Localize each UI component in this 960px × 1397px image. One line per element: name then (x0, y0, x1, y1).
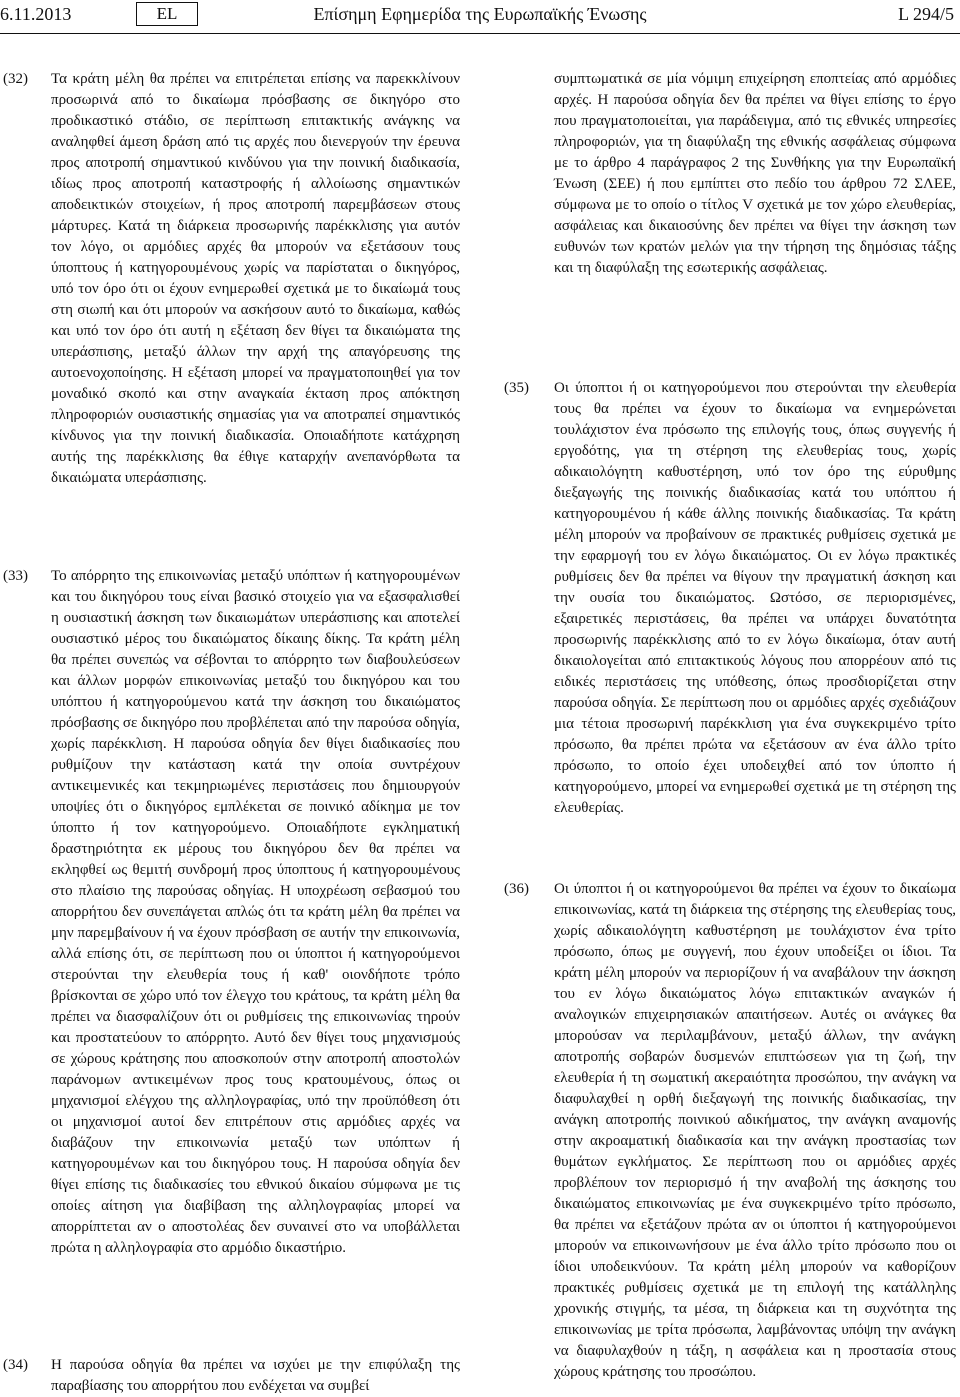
recital-number: (35) (504, 380, 529, 396)
recital-text: Οι ύποπτοι ή οι κατηγορούμενοι που στερούνται την ελευθερία τους θα πρέπει να έχουν το δικαίωμα να ενημερώνεται τουλάχιστον ένα πρόσωπο της επιλογής τους, όπως συγγενής ή εργοδότης, για τη στέρηση της ελευθερίας τους, χωρίς αδικαιολόγητη καθυστέρηση, υπό τον όρο της εύρυθμης διεξαγωγής της ποινικής διαδικασίας κατά του υπόπτου ή κατηγορουμένου ή κάθε άλλης ποινικής διαδικασίας. Τα κράτη μέλη μπορούν να προβαίνουν σε πρακτικές ρυθμίσεις σχετικά με την εφαρμογή του εν λόγω δικαιώματος. Οι εν λόγω πρακτικές ρυθμίσεις δεν θα πρέπει να θίγουν την πραγματική άσκηση και την ουσία του δικαιώματος. Ωστόσο, σε περιορισμένες, εξαιρετικές περιστάσεις, θα πρέπει να υπάρχει δυνατότητα προσωρινής παρέκκλισης από το εν λόγω δικαίωμα, όταν αυτή δικαιολογείται από επιτακτικούς λόγους που απορρέουν από τις ειδικές περιστάσεις της υπόθεσης, όπως προσδιορίζεται στην παρούσα οδηγία. Σε περίπτωση που οι αρμόδιες αρχές σχεδιάζουν μια τέτοια προσωρινή παρέκκλιση για ένα συγκεκριμένο τρίτο πρόσωπο, θα πρέπει πρώτα να εξετάσουν αν ένα άλλο τρίτο πρόσωπο, το οποίο έχει υποδειχθεί από τον ύποπτο ή κατηγορούμενο, μπορεί να ενημερωθεί σχετικά με τη στέρηση της ελευθερίας. (554, 380, 956, 816)
issue-date: 6.11.2013 (0, 4, 72, 24)
page-reference: L 294/5 (898, 4, 954, 24)
recital-text: Το απόρρητο της επικοινωνίας μεταξύ υπόπτων ή κατηγορουμένων και του δικηγόρου τους είναι βασικό στοιχείο για να εξασφαλισθεί η ουσιαστική άσκηση των δικαιωμάτων υπεράσπισης και αποτελεί ουσιαστικό μέρος του δικαιώματος δίκαιης δίκης. Τα κράτη μέλη θα πρέπει συνεπώς να σέβονται το απόρρητο των διαβουλεύσεων και άλλων μορφών επικοινωνίας μεταξύ του δικηγόρου και του υπόπτου ή κατηγορούμενου κατά την άσκηση του δικαιώματος πρόσβασης σε δικηγόρο που προβλέπεται από την παρούσα οδηγία, χωρίς παρέκκλιση. Η παρούσα οδηγία δεν θίγει διαδικασίες που ρυθμίζουν την κατάσταση κατά την οποία συντρέχουν αντικειμενικές και τεκμηριωμένες περιστάσεις που δημιουργούν υποψίες ότι ο δικηγόρος εμπλέκεται σε ποινικό αδίκημα με τον ύποπτο ή τον κατηγορούμενο. Οποιαδήποτε εγκληματική δραστηριότητα εκ μέρους του δικηγόρου δεν θα πρέπει να εκληφθεί ως θεμιτή συνδρομή προς ύποπτους ή κατηγορουμένους στο πλαίσιο της παρούσας οδηγίας. Η υποχρέωση σεβασμού του απορρήτου δεν συνεπάγεται απλώς ότι τα κράτη μέλη θα πρέπει να μην παρεμβαίνουν ή να έχουν πρόσβαση σε αυτήν την επικοινωνία, αλλά επίσης ότι, σε περίπτωση που οι ύποπτοι ή κατηγορούμενοι στερούνται την ελευθερία τους ή καθ' οιονδήποτε τρόπο βρίσκονται σε χώρο υπό τον έλεγχο του κράτους, τα κράτη μέλη θα πρέπει να διασφαλίζουν ότι οι ρυθμίσεις της επικοινωνίας τηρούν και προστατεύουν το απόρρητο. Αυτό δεν θίγει τους μηχανισμούς σε χώρους κράτησης που αποσκοπούν στην αποτροπή αποστολών παράνομων αντικειμένων προς τους κρατουμένους, όπως οι μηχανισμοί ελέγχου της αλληλογραφίας, υπό την προϋπόθεση ότι οι μηχανισμοί αυτοί δεν επιτρέπουν στις αρμόδιες αρχές να διαβάζουν την επικοινωνία μεταξύ των υπόπτων ή κατηγορουμένων και του δικηγόρου τους. Η παρούσα οδηγία δεν θίγει επίσης τις διαδικασίες του εθνικού δικαίου σύμφωνα με τις οποίες αίτηση για διαβίβαση της αλληλογραφίας μπορεί να απορρίπτεται αν ο αποστολέας δεν συναινεί στο να υποβάλλεται πρώτα η αλληλογραφία στο αρμόδιο δικαστήριο. (51, 568, 460, 1256)
journal-title: Επίσημη Εφημερίδα της Ευρωπαϊκής Ένωσης (313, 4, 647, 24)
recital-text: συμπτωματικά σε μία νόμιμη επιχείρηση εποπτείας από αρμόδιες αρχές. Η παρούσα οδηγία δεν θα πρέπει να θίγει επίσης το έργο που πραγματοποιείται, για παράδειγμα, από τις εθνικές υπηρεσίες πληροφοριών, για τη διαφύλαξη της εθνικής ασφάλειας σύμφωνα με το άρθρο 4 παράγραφος 2 της Συνθήκης για την Ευρωπαϊκή Ένωση (ΣΕΕ) ή που εμπίπτει στο πεδίο του άρθρου 72 ΣΛΕΕ, σύμφωνα με το οποίο ο τίτλος V σχετικά με τον χώρο ελευθερίας, ασφάλειας και δικαιοσύνης δεν πρέπει να θίγει την άσκηση των ευθυνών των κρατών μελών για την τήρηση της δημόσιας τάξης και τη διαφύλαξη της εσωτερικής ασφάλειας. (554, 71, 956, 276)
recital-number: (32) (3, 71, 28, 87)
recital-text: Η παρούσα οδηγία θα πρέπει να ισχύει με την επιφύλαξη της παραβίασης του απορρήτου που ενδέχεται να συμβεί (51, 1357, 460, 1394)
recital-number: (36) (504, 881, 529, 897)
header-rule (0, 33, 960, 34)
recital-number: (33) (3, 568, 28, 584)
recital-text: Τα κράτη μέλη θα πρέπει να επιτρέπεται επίσης να παρεκκλίνουν προσωρινά από το δικαίωμα πρόσβασης σε δικηγόρο στο προδικαστικό στάδιο, σε περίπτωση επιτακτικής ανάγκης να αναληφθεί άμεση δράση από τις αρχές που διενεργούν την έρευνα προς αποτροπή σημαντικού κινδύνου για την ποινική διαδικασία, ιδίως προς αποτροπή καταστροφής ή αλλοίωσης σημαντικών αποδεικτικών στοιχείων, ή προς αποτροπή παρεμβάσεων στους μάρτυρες. Κατά τη διάρκεια προσωρινής παρέκκλισης για αυτόν τον λόγο, οι αρμόδιες αρχές θα μπορούν να εξετάσουν τους ύποπτους ή κατηγορουμένους χωρίς να παρίσταται ο δικηγόρος, υπό τον όρο ότι οι έχουν ενημερωθεί σχετικά με το δικαίωμά τους στη σιωπή και ότι μπορούν να ασκήσουν αυτό το δικαίωμα, καθώς και υπό τον όρο ότι αυτή η εξέταση δεν θίγει τα δικαιώματα της υπεράσπισης, μεταξύ άλλων την αρχή της απαγόρευσης της αυτοενοχοποίησης. Η εξέταση μπορεί να πραγματοποιηθεί για τον μοναδικό σκοπό και στην αναγκαία έκταση προς απόκτηση πληροφοριών ουσιαστικής σημασίας για να αποτραπεί σημαντικός κίνδυνος για την ποινική διαδικασία. Οποιαδήποτε κατάχρηση αυτής της παρέκκλισης θα έθιγε καταρχήν ανεπανόρθωτα τα δικαιώματα υπεράσπισης. (51, 71, 460, 486)
recital-number: (34) (3, 1357, 28, 1373)
journal-header (0, 0, 960, 34)
language-badge: EL (136, 2, 198, 26)
recital-text: Οι ύποπτοι ή οι κατηγορούμενοι θα πρέπει να έχουν το δικαίωμα επικοινωνίας, κατά τη διάρκεια της στέρησης της ελευθερίας τους, χωρίς αδικαιολόγητη καθυστέρηση με τουλάχιστον ένα τρίτο πρόσωπο, όπως με συγγενή, που έχουν υποδείξει οι ίδιοι. Τα κράτη μέλη μπορούν να περιορίζουν ή να αναβάλουν την άσκηση του εν λόγω δικαιώματος λόγω επιτακτικών αναγκών ή αναλογικών επιχειρησιακών απαιτήσεων. Αυτές οι ανάγκες θα μπορούσαν να περιλαμβάνουν, μεταξύ άλλων, την ανάγκη αποτροπής σοβαρών δυσμενών επιπτώσεων για τη ζωή, την ελευθερία ή τη σωματική ακεραιότητα προσώπου, την ανάγκη να διαφυλαχθεί η ορθή διεξαγωγή της ποινικής διαδικασίας, την ανάγκη αποτροπής ποινικού αδικήματος, την ανάγκη αναμονής στην ακροαματική διαδικασία και την ανάγκη προστασίας των θυμάτων εγκλήματος. Σε περίπτωση που οι αρμόδιες αρχές προβλέπουν τον περιορισμό ή την αναβολή της άσκησης του δικαιώματος επικοινωνίας με ένα συγκεκριμένο τρίτο πρόσωπο, θα πρέπει να εξετάζουν πρώτα αν οι ύποπτοι ή κατηγορούμενοι μπορούν να επικοινωνήσουν με ένα άλλο τρίτο πρόσωπο που οι ίδιοι υποδεικνύουν. Τα κράτη μέλη μπορούν να καθορίζουν πρακτικές ρυθμίσεις σχετικά με τη επιλογή της κατάλληλης χρονικής στιγμής, τα μέσα, τη διάρκεια και τη συχνότητα της επικοινωνίας με τρίτα πρόσωπα, λαμβάνοντας υπόψη την ανάγκη να διαφυλαχθούν η τάξη, η ασφάλεια και η προστασία στους χώρους κράτησης του προσώπου. (554, 881, 956, 1380)
